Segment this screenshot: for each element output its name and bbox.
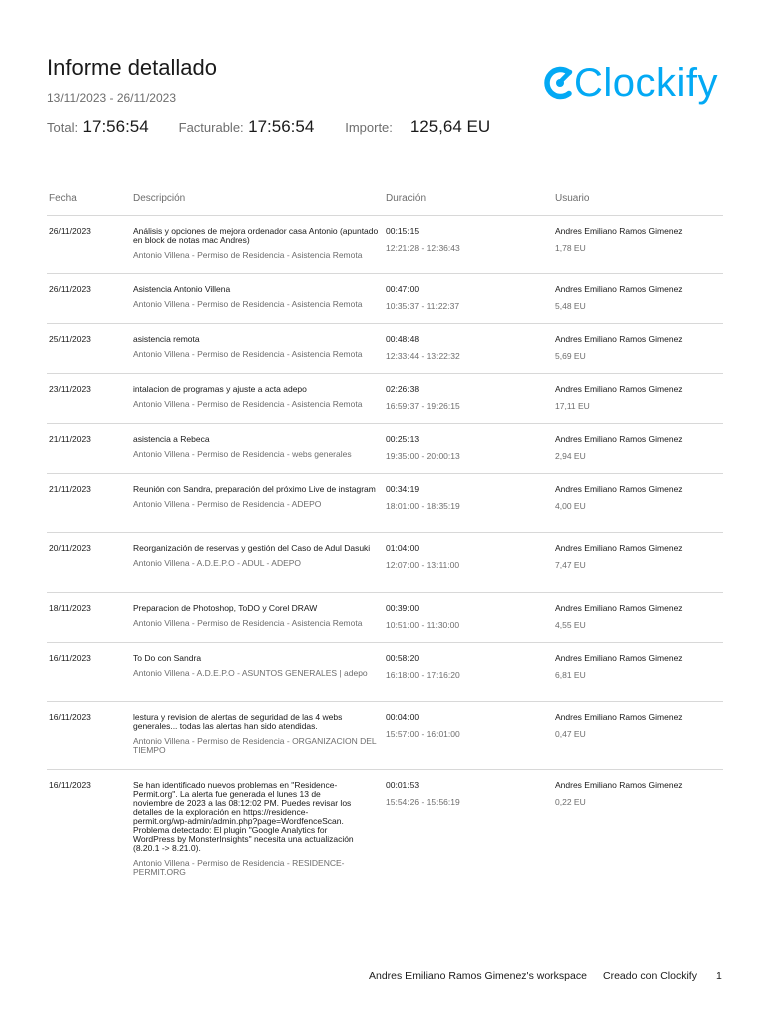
- entry-user: Andres Emiliano Ramos Gimenez: [555, 543, 683, 553]
- entry-time-range: 15:54:26 - 15:56:19: [386, 797, 460, 807]
- entry-amount: 7,47 EU: [555, 560, 586, 570]
- entry-duration-cell: [386, 781, 460, 807]
- entry-description-cell: [133, 604, 380, 628]
- entry-duration-cell: [386, 285, 459, 311]
- entry-description: To Do con Sandra: [133, 653, 202, 663]
- table-row: [47, 702, 723, 770]
- entry-description-cell: [133, 285, 380, 309]
- entry-user-cell: [555, 604, 683, 630]
- table-row: [47, 533, 723, 593]
- entry-description-cell: [133, 544, 380, 568]
- entry-description-cell: [133, 435, 380, 459]
- entry-description: Análisis y opciones de mejora ordenador casa Antonio (apuntado en block de notas mac Andres): [133, 226, 379, 245]
- entry-project: Antonio Villena - Permiso de Residencia - RESIDENCE-PERMIT.ORG: [133, 858, 345, 877]
- entry-date: 16/11/2023: [49, 712, 91, 722]
- entry-user: Andres Emiliano Ramos Gimenez: [555, 712, 683, 722]
- entry-description-cell: [133, 781, 357, 877]
- entry-duration-cell: [386, 713, 460, 739]
- entry-time-range: 18:01:00 - 18:35:19: [386, 501, 460, 511]
- entry-time-range: 16:18:00 - 17:16:20: [386, 670, 460, 680]
- clockify-logo-text: Clockify: [574, 61, 719, 105]
- entry-duration: 00:25:13: [386, 434, 420, 444]
- entry-duration: 02:26:38: [386, 384, 420, 394]
- entry-time-range: 10:35:37 - 11:22:37: [386, 301, 460, 311]
- table-row: [47, 474, 723, 533]
- footer-page-number: 1: [716, 970, 722, 982]
- entry-date: 18/11/2023: [49, 603, 91, 613]
- entry-user: Andres Emiliano Ramos Gimenez: [555, 780, 683, 790]
- header-description: Descripción: [133, 193, 186, 204]
- entry-date: 23/11/2023: [49, 384, 91, 394]
- amount-value: 125,64 EU: [409, 117, 491, 136]
- table-row: [47, 643, 723, 702]
- amount-label: Importe:: [345, 120, 393, 135]
- entry-description-cell: [133, 227, 380, 260]
- entry-duration-cell: [386, 335, 460, 361]
- entry-amount: 17,11 EU: [555, 401, 590, 411]
- header-date: Fecha: [49, 193, 77, 204]
- table-row: [47, 324, 723, 374]
- footer-workspace: Andres Emiliano Ramos Gimenez's workspace: [369, 970, 587, 982]
- entry-user-cell: [555, 227, 683, 253]
- entry-project: Antonio Villena - A.D.E.P.O - ASUNTOS GENERALES | adepo: [133, 668, 368, 678]
- entry-description-cell: [133, 713, 380, 755]
- entry-time-range: 12:33:44 - 13:22:32: [386, 351, 460, 361]
- entry-duration: 00:04:00: [386, 712, 420, 722]
- report-totals: [47, 117, 490, 137]
- entry-user: Andres Emiliano Ramos Gimenez: [555, 484, 683, 494]
- entry-description: lestura y revision de alertas de seguridad de las 4 webs generales... todas las alertas han sido atendidas.: [133, 712, 343, 731]
- entry-user-cell: [555, 781, 683, 807]
- entry-date: 16/11/2023: [49, 780, 91, 790]
- entry-description-cell: [133, 485, 380, 509]
- entry-project: Antonio Villena - Permiso de Residencia - Asistencia Remota: [133, 618, 363, 628]
- entry-user-cell: [555, 335, 683, 361]
- entry-duration-cell: [386, 435, 460, 461]
- table-row: [47, 770, 723, 886]
- entry-user-cell: [555, 544, 683, 570]
- entry-time-range: 15:57:00 - 16:01:00: [386, 729, 460, 739]
- entry-amount: 2,94 EU: [555, 451, 586, 461]
- entry-time-range: 12:07:00 - 13:11:00: [386, 560, 460, 570]
- clockify-logo: [540, 53, 722, 113]
- header-duration: Duración: [386, 193, 427, 204]
- entry-date: 16/11/2023: [49, 653, 91, 663]
- entry-description-cell: [133, 385, 380, 409]
- entry-description: Preparacion de Photoshop, ToDO y Corel DRAW: [133, 603, 318, 613]
- entry-user-cell: [555, 654, 683, 680]
- entry-duration-cell: [386, 654, 460, 680]
- entry-date: 26/11/2023: [49, 284, 91, 294]
- billable-value: 17:56:54: [248, 117, 315, 136]
- entry-project: Antonio Villena - Permiso de Residencia - Asistencia Remota: [133, 250, 363, 260]
- table-header: [47, 185, 723, 216]
- table-row: [47, 274, 723, 324]
- entry-user-cell: [555, 435, 683, 461]
- entry-amount: 1,78 EU: [555, 243, 586, 253]
- entry-duration: 00:39:00: [386, 603, 420, 613]
- entry-time-range: 19:35:00 - 20:00:13: [386, 451, 460, 461]
- time-entries-table: [47, 185, 723, 886]
- footer-created-with: Creado con Clockify: [603, 970, 697, 982]
- entry-duration: 00:34:19: [386, 484, 420, 494]
- table-row: [47, 593, 723, 643]
- entry-duration: 00:48:48: [386, 334, 420, 344]
- entry-project: Antonio Villena - Permiso de Residencia - Asistencia Remota: [133, 349, 363, 359]
- total-label: Total:: [47, 120, 79, 135]
- entry-description: asistencia remota: [133, 334, 200, 344]
- entry-amount: 4,55 EU: [555, 620, 586, 630]
- entry-amount: 0,22 EU: [555, 797, 586, 807]
- entry-description-cell: [133, 335, 380, 359]
- entry-description: Asistencia Antonio Villena: [133, 284, 231, 294]
- entry-user-cell: [555, 385, 683, 411]
- entry-duration-cell: [386, 227, 460, 253]
- entry-description: Se han identificado nuevos problemas en "Residence-Permit.org". La alerta fue generada el lunes 13 de noviembre de 2023 a las 08:12:02 PM. Puedes revisar los detalles de la exploración en https://residence-permit.org/wp-admin/admin.php?page=WordfenceScan. Problema detectado: El plugin "Google Analytics for WordPress by MonsterInsights" necesita una actualización (8.20.1 -> 8.21.0).: [133, 780, 354, 853]
- entry-amount: 5,48 EU: [555, 301, 586, 311]
- entry-project: Antonio Villena - Permiso de Residencia - ORGANIZACION DEL TIEMPO: [133, 736, 377, 755]
- entry-description: intalacion de programas y ajuste a acta adepo: [133, 384, 307, 394]
- clockify-logo-icon: [540, 53, 574, 113]
- entry-user: Andres Emiliano Ramos Gimenez: [555, 384, 683, 394]
- entry-description: Reunión con Sandra, preparación del próximo Live de instagram: [133, 484, 376, 494]
- entry-duration: 00:58:20: [386, 653, 420, 663]
- entry-time-range: 12:21:28 - 12:36:43: [386, 243, 460, 253]
- entry-project: Antonio Villena - Permiso de Residencia - ADEPO: [133, 499, 322, 509]
- entry-project: Antonio Villena - Permiso de Residencia - Asistencia Remota: [133, 399, 363, 409]
- entry-duration: 01:04:00: [386, 543, 420, 553]
- table-row: [47, 216, 723, 274]
- entry-amount: 0,47 EU: [555, 729, 586, 739]
- entry-duration-cell: [386, 604, 459, 630]
- entry-amount: 6,81 EU: [555, 670, 586, 680]
- entry-amount: 4,00 EU: [555, 501, 586, 511]
- entry-description-cell: [133, 654, 380, 678]
- entry-duration: 00:01:53: [386, 780, 420, 790]
- entry-date: 21/11/2023: [49, 434, 91, 444]
- header-user: Usuario: [555, 193, 590, 204]
- entry-user: Andres Emiliano Ramos Gimenez: [555, 603, 683, 613]
- entry-duration-cell: [386, 544, 459, 570]
- entry-user: Andres Emiliano Ramos Gimenez: [555, 226, 683, 236]
- billable-label: Facturable:: [178, 120, 244, 135]
- entry-date: 25/11/2023: [49, 334, 91, 344]
- entry-duration: 00:15:15: [386, 226, 420, 236]
- entry-date: 21/11/2023: [49, 484, 91, 494]
- entry-duration: 00:47:00: [386, 284, 420, 294]
- entry-date: 20/11/2023: [49, 543, 91, 553]
- entry-time-range: 10:51:00 - 11:30:00: [386, 620, 460, 630]
- entry-duration-cell: [386, 485, 460, 511]
- entry-project: Antonio Villena - Permiso de Residencia - Asistencia Remota: [133, 299, 363, 309]
- total-value: 17:56:54: [82, 117, 149, 136]
- entry-user-cell: [555, 485, 683, 511]
- table-row: [47, 374, 723, 424]
- table-row: [47, 424, 723, 474]
- entry-user-cell: [555, 285, 683, 311]
- entry-project: Antonio Villena - Permiso de Residencia - webs generales: [133, 449, 352, 459]
- entry-project: Antonio Villena - A.D.E.P.O - ADUL - ADEPO: [133, 558, 302, 568]
- entry-description: asistencia a Rebeca: [133, 434, 210, 444]
- entry-user: Andres Emiliano Ramos Gimenez: [555, 434, 683, 444]
- entry-user-cell: [555, 713, 683, 739]
- report-date-range: 13/11/2023 - 26/11/2023: [47, 91, 176, 105]
- entry-user: Andres Emiliano Ramos Gimenez: [555, 284, 683, 294]
- entry-date: 26/11/2023: [49, 226, 91, 236]
- entry-duration-cell: [386, 385, 460, 411]
- entry-description: Reorganización de reservas y gestión del Caso de Adul Dasuki: [133, 543, 371, 553]
- entry-user: Andres Emiliano Ramos Gimenez: [555, 653, 683, 663]
- report-title: Informe detallado: [47, 55, 217, 80]
- entry-time-range: 16:59:37 - 19:26:15: [386, 401, 460, 411]
- entry-amount: 5,69 EU: [555, 351, 586, 361]
- entry-user: Andres Emiliano Ramos Gimenez: [555, 334, 683, 344]
